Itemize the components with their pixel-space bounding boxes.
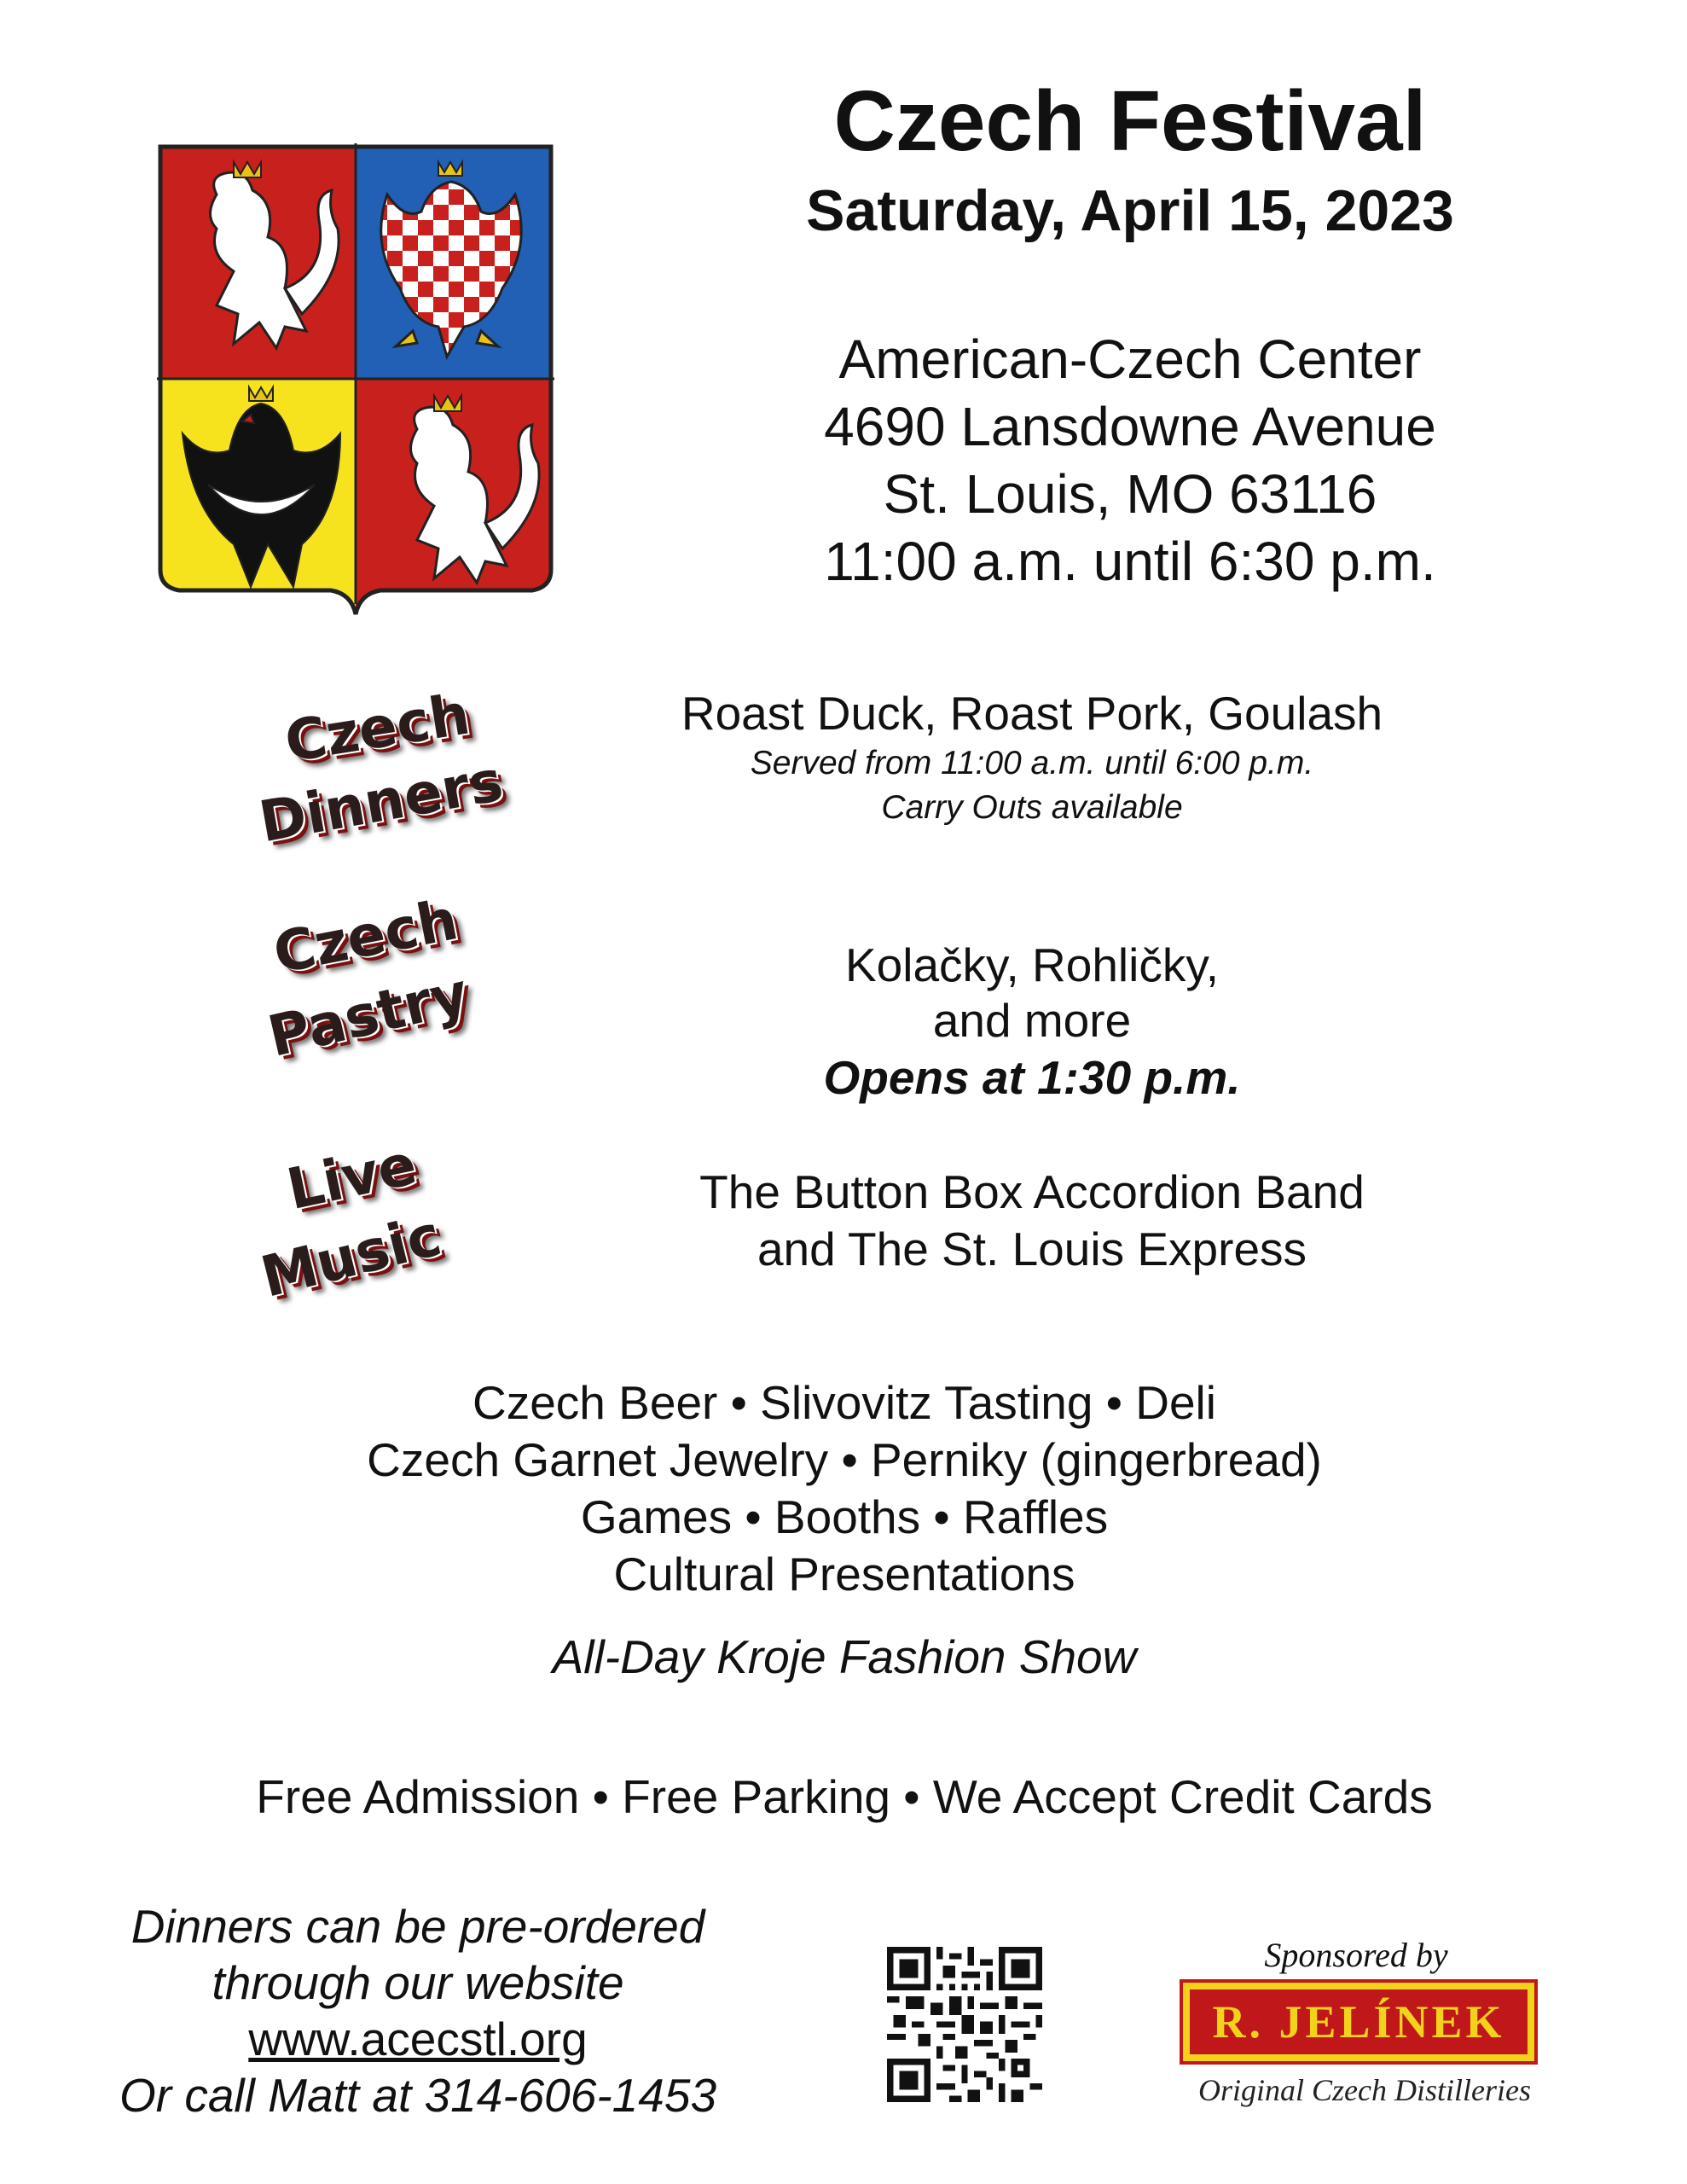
- festival-hours: 11:00 a.m. until 6:30 p.m.: [824, 531, 1436, 592]
- sponsor-name: R. JELÍNEK: [1212, 1996, 1505, 2048]
- sponsor-logo-panel: [1190, 1989, 1528, 2054]
- website-link[interactable]: www.acecstl.org: [248, 2013, 588, 2065]
- dinners-menu: Roast Duck, Roast Pork, Goulash: [681, 687, 1383, 740]
- admission-info: Free Admission • Free Parking • We Accept Credit Cards: [256, 1770, 1433, 1823]
- sponsor-tagline: Original Czech Distilleries: [1198, 2073, 1531, 2107]
- label-czech-pastry-line1: Czech: [268, 886, 463, 987]
- sponsored-by-label: Sponsored by: [1264, 1936, 1448, 1974]
- czech-coat-of-arms-icon: [157, 143, 554, 619]
- address-block: [665, 326, 1595, 595]
- street-address: 4690 Lansdowne Avenue: [824, 396, 1436, 457]
- label-live-music-line2: Music: [254, 1202, 448, 1310]
- label-live-music-line1: Live: [281, 1131, 423, 1223]
- label-czech-dinners-line1: Czech: [280, 681, 474, 775]
- feature-line: Cultural Presentations: [613, 1548, 1075, 1600]
- festival-title: Czech Festival: [833, 73, 1427, 169]
- feature-line: Czech Garnet Jewelry • Perniky (gingerbread): [367, 1433, 1322, 1486]
- city-state-zip: St. Louis, MO 63116: [883, 463, 1377, 525]
- preorder-line2: through our website: [212, 1956, 624, 2009]
- qr-code-icon[interactable]: [887, 1947, 1042, 2102]
- venue-name: American-Czech Center: [838, 328, 1422, 390]
- music-band-1: The Button Box Accordion Band: [699, 1165, 1365, 1218]
- label-czech-pastry-line2: Pastry: [262, 960, 475, 1071]
- pastry-items: Kolačky, Rohličky,: [844, 938, 1220, 991]
- label-czech-dinners-line2: Dinners: [254, 747, 508, 856]
- pastry-more: and more: [932, 994, 1132, 1047]
- dinners-hours: Served from 11:00 a.m. until 6:00 p.m.: [750, 745, 1314, 781]
- sponsor-logo: [1180, 1979, 1538, 2065]
- feature-line: Games • Booths • Raffles: [580, 1490, 1109, 1543]
- fashion-show: All-Day Kroje Fashion Show: [552, 1630, 1137, 1683]
- pastry-opening-time: Opens at 1:30 p.m.: [823, 1051, 1241, 1104]
- music-band-2: and The St. Louis Express: [757, 1223, 1307, 1275]
- phone-line: Or call Matt at 314-606-1453: [119, 2069, 717, 2122]
- preorder-line1: Dinners can be pre-ordered: [130, 1900, 705, 1953]
- feature-line: Czech Beer • Slivovitz Tasting • Deli: [472, 1376, 1216, 1429]
- festival-date: Saturday, April 15, 2023: [806, 178, 1454, 243]
- dinners-carryout: Carry Outs available: [881, 789, 1183, 826]
